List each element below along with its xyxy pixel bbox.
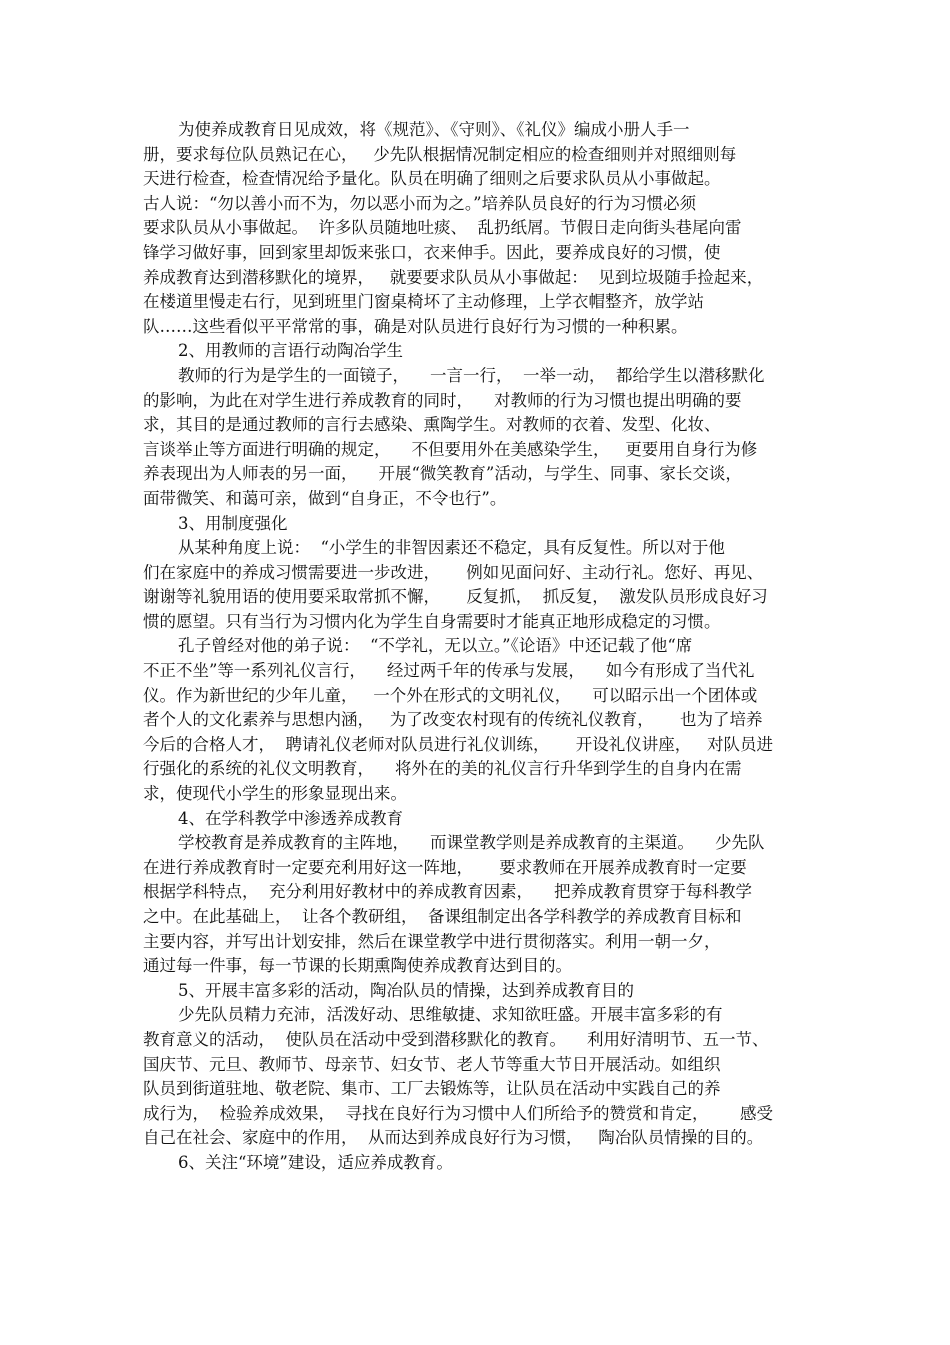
text-line: 学校教育是养成教育的主阵地， 而课堂教学则是养成教育的主渠道。 少先队	[178, 833, 765, 853]
document-body	[143, 118, 823, 1176]
text-line: 行强化的系统的礼仪文明教育， 将外在的美的礼仪言行升华到学生的自身内在需	[143, 759, 742, 779]
text-line: 通过每一件事，每一节课的长期熏陶使养成教育达到目的。	[143, 956, 572, 976]
text-line: 面带微笑、和蔼可亲，做到“自身正，不令也行”。	[143, 488, 507, 508]
text-line: 古人说：“勿以善小而不为，勿以恶小而为之。”培养队员良好的行为习惯必须	[143, 193, 697, 213]
text-line: 队……这些看似平平常常的事，确是对队员进行良好行为习惯的一种积累。	[143, 316, 688, 336]
text-line: 今后的合格人才， 聘请礼仪老师对队员进行礼仪训练， 开设礼仪讲座， 对队员进	[143, 734, 773, 754]
text-line: 主要内容，并写出计划安排，然后在课堂教学中进行贯彻落实。利用一朝一夕，	[143, 931, 721, 951]
text-line: 孔子曾经对他的弟子说： “不学礼，无以立。”《论语》中还记载了他“席	[178, 636, 693, 656]
text-line: 者个人的文化素养与思想内涵， 为了改变农村现有的传统礼仪教育， 也为了培养	[143, 710, 763, 730]
text-line: 自己在社会、家庭中的作用， 从而达到养成良好行为习惯， 陶冶队员情操的目的。	[143, 1128, 764, 1148]
text-line: 教师的行为是学生的一面镜子， 一言一行， 一举一动， 都给学生以潜移默化	[178, 365, 765, 385]
text-line: 要求队员从小事做起。 许多队员随地吐痰、 乱扔纸屑。节假日走向街头巷尾向雷	[143, 218, 742, 238]
text-line: 少先队员精力充沛，活泼好动、思维敏捷、求知欲旺盛。开展丰富多彩的有	[178, 1005, 723, 1025]
text-line: 言谈举止等方面进行明确的规定， 不但要用外在美感染学生， 更要用自身行为修	[143, 439, 758, 459]
text-line: 锋学习做好事，回到家里却饭来张口，衣来伸手。因此，要养成良好的习惯，使	[143, 242, 721, 262]
text-line: 国庆节、元旦、教师节、母亲节、妇女节、老人节等重大节日开展活动。如组织	[143, 1054, 721, 1074]
text-line: 从某种角度上说： “小学生的非智因素还不稳定，具有反复性。所以对于他	[178, 538, 725, 558]
text-line: 仪。作为新世纪的少年儿童， 一个外在形式的文明礼仪， 可以昭示出一个团体或	[143, 685, 758, 705]
text-line: 根据学科特点， 充分利用好教材中的养成教育因素， 把养成教育贯穿于每科教学	[143, 882, 752, 902]
text-line: 养成教育达到潜移默化的境界， 就要要求队员从小事做起： 见到垃圾随手捡起来，	[143, 267, 764, 287]
text-line: 之中。在此基础上， 让各个教研组， 备课组制定出各学科教学的养成教育目标和	[143, 907, 742, 926]
text-line: 2、用教师的言语行动陶冶学生	[178, 341, 403, 361]
text-line: 4、在学科教学中渗透养成教育	[178, 808, 403, 828]
text-line: 谢谢等礼貌用语的使用要采取常抓不懈， 反复抓， 抓反复， 激发队员形成良好习	[143, 587, 768, 607]
text-line: 在进行养成教育时一定要充利用好这一阵地， 要求教师在开展养成教育时一定要	[143, 857, 747, 877]
text-line: 的影响，为此在对学生进行养成教育的同时， 对教师的行为习惯也提出明确的要	[143, 390, 742, 410]
text-line: 3、用制度强化	[178, 513, 288, 533]
text-line: 惯的愿望。只有当行为习惯内化为学生自身需要时才能真正地形成稳定的习惯。	[143, 611, 721, 631]
text-line: 册，要求每位队员熟记在心， 少先队根据情况制定相应的检查细则并对照细则每	[143, 144, 737, 164]
text-line: 为使养成教育日见成效，将《规范》、《守则》、《礼仪》编成小册人手一	[178, 120, 690, 139]
text-line: 5、开展丰富多彩的活动，陶冶队员的情操，达到养成教育目的	[178, 980, 634, 1000]
text-line: 天进行检查，检查情况给予量化。队员在明确了细则之后要求队员从小事做起。	[143, 169, 721, 189]
text-line: 队员到街道驻地、敬老院、集市、工厂去锻炼等，让队员在活动中实践自己的养	[143, 1079, 721, 1099]
text-line: 求，其目的是通过教师的言行去感染、熏陶学生。对教师的衣着、发型、化妆、	[143, 415, 721, 435]
text-line: 们在家庭中的养成习惯需要进一步改进， 例如见面问好、主动行礼。您好、再见、	[143, 562, 764, 582]
text-line: 不正不坐”等一系列礼仪言行， 经过两千年的传承与发展， 如今有形成了当代礼	[143, 661, 755, 681]
text-line: 教育意义的活动， 使队员在活动中受到潜移默化的教育。 利用好清明节、五一节、	[143, 1029, 769, 1049]
text-line: 6、关注“环境”建设，适应养成教育。	[178, 1152, 453, 1172]
text-line: 养表现出为人师表的另一面， 开展“微笑教育”活动，与学生、同事、家长交谈，	[143, 464, 742, 484]
text-line: 在楼道里慢走右行，见到班里门窗桌椅坏了主动修理，上学衣帽整齐，放学站	[143, 292, 704, 312]
text-line: 求，使现代小学生的形象显现出来。	[143, 784, 407, 804]
text-line: 成行为， 检验养成效果， 寻找在良好行为习惯中人们所给予的赞赏和肯定， 感受	[143, 1103, 773, 1123]
